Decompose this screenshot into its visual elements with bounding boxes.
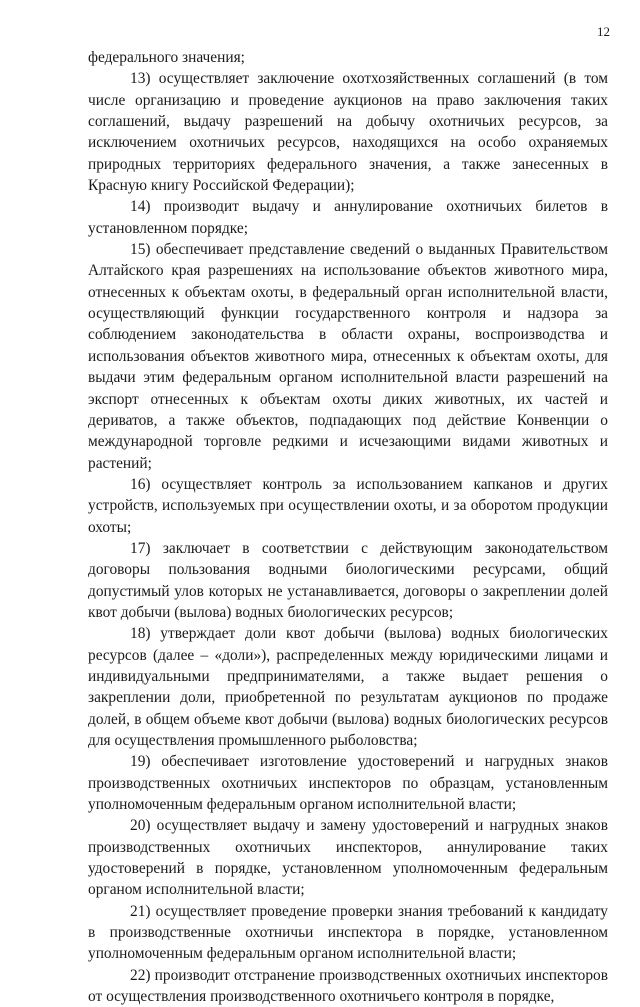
paragraph-item-13: 13) осуществляет заключение охотхозяйственных соглашений (в том числе организацию и проведение аукционов на право заключения таких соглашений, выдачу разрешений на добычу охотничьих ресурсов, за исключением охотничьих ресурсов, находящихся на особо охраняемых природных территориях федерального значения, а также занесенных в Красную книгу Российской Федерации); — [88, 70, 608, 195]
paragraph-item-18: 18) утверждает доли квот добычи (вылова) водных биологических ресурсов (далее – «доли»), распределенных между юридическими лицами и индивидуальными предпринимателями, а также выдает решения о закреплении доли, приобретенной по результатам аукционов по продаже долей, в общем объеме квот добычи (вылова) водных биологических ресурсов для осуществления промышленного рыболовства; — [88, 625, 608, 749]
paragraph-item-16: 16) осуществляет контроль за использованием капканов и других устройств, используемых при осуществлении охоты, и за оборотом продукции охоты; — [88, 475, 608, 536]
paragraph-item-15: 15) обеспечивает представление сведений о выданных Правительством Алтайского края разрешениях на использование объектов животного мира, отнесенных к объектам охоты, в федеральный орган исполнительной власти, осуществляющий функции государственного контроля и надзора за соблюдением законодательства в области охраны, воспроизводства и использования объектов животного мира, отнесенных к объектам охоты, для выдачи этим федеральным органом исполнительной власти разрешений на экспорт отнесенных к объектам охоты диких животных, их частей и дериватов, а также объектов, подпадающих под действие Конвенции о международной торговле редкими и исчезающими видами животных и растений; — [88, 241, 608, 472]
paragraph-item-14: 14) производит выдачу и аннулирование охотничьих билетов в установленном порядке; — [88, 198, 608, 237]
document-body — [88, 47, 608, 1007]
page-number: 12 — [597, 24, 610, 39]
paragraph-continuation: федерального значения; — [88, 49, 245, 66]
paragraph-item-21: 21) осуществляет проведение проверки знания требований к кандидату в производственные охотничьи инспектора в порядке, установленном уполномоченным федеральным органом исполнительной власти; — [88, 902, 608, 963]
paragraph-item-22: 22) производит отстранение производственных охотничьих инспекторов от осуществления производственного охотничьего контроля в порядке, — [88, 966, 608, 1006]
paragraph-item-20: 20) осуществляет выдачу и замену удостоверений и нагрудных знаков производственных охотничьих инспекторов, аннулирование таких удостоверений в порядке, установленном уполномоченным федеральным органом исполнительной власти; — [88, 817, 608, 899]
paragraph-item-19: 19) обеспечивает изготовление удостоверений и нагрудных знаков производственных охотничьих инспекторов по образцам, установленным уполномоченным федеральным органом исполнительной власти; — [88, 753, 608, 814]
paragraph-item-17: 17) заключает в соответствии с действующим законодательством договоры пользования водными биологическими ресурсами, общий допустимый улов которых не устанавливается, договоры о закреплении долей квот добычи (вылова) водных биологических ресурсов; — [88, 539, 608, 621]
